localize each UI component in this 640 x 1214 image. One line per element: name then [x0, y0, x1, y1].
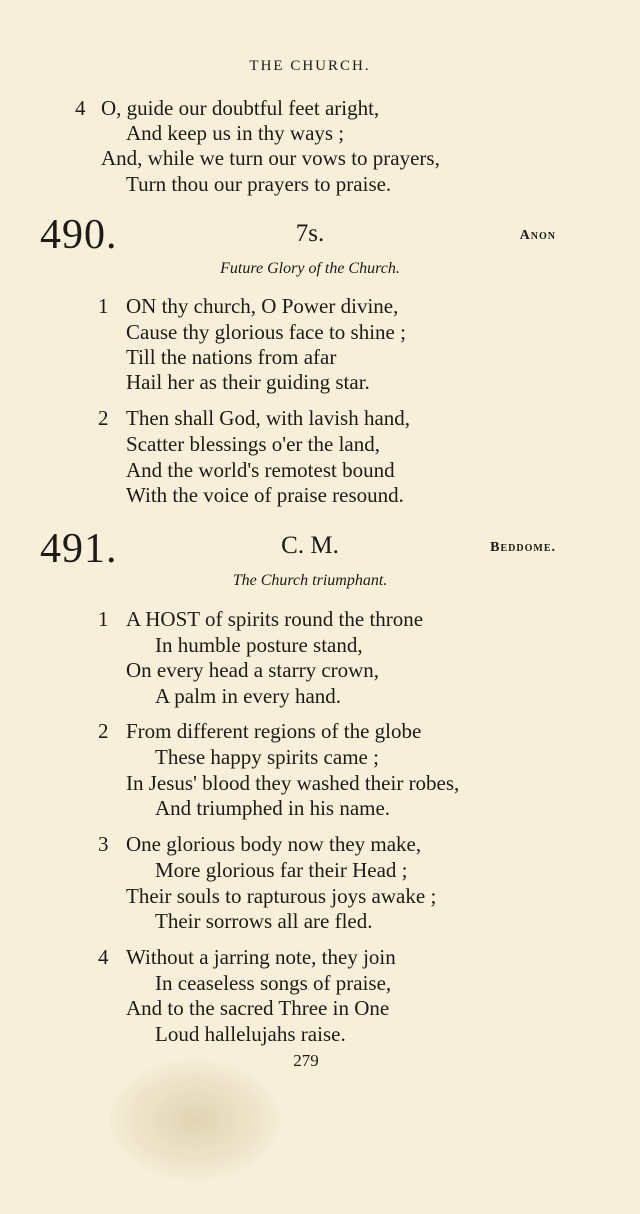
verse-line: Turn thou our prayers to praise.: [126, 172, 392, 196]
verse-line: Without a jarring note, they join: [126, 945, 396, 969]
verse-line: And the world's remotest bound: [126, 458, 395, 482]
verse-line: These happy spirits came ;: [155, 745, 379, 769]
paper-stain: [110, 1060, 280, 1180]
stanza-number: 1: [98, 607, 109, 631]
verse-line: On every head a starry crown,: [126, 658, 380, 682]
verse-line: Their souls to rapturous joys awake ;: [126, 884, 437, 908]
verse-line: And, while we turn our vows to prayers,: [101, 146, 440, 170]
stanza-number: 2: [98, 719, 109, 743]
verse-line: More glorious far their Head ;: [155, 858, 408, 882]
verse-line: From different regions of the globe: [126, 719, 422, 743]
verse-line: Then shall God, with lavish hand,: [126, 406, 411, 430]
verse-line: With the voice of praise resound.: [126, 483, 404, 507]
verse-line: A HOST of spirits round the throne: [126, 607, 424, 631]
verse-line: And triumphed in his name.: [155, 796, 391, 820]
hymn-meter: C. M.: [281, 532, 339, 559]
verse-line: One glorious body now they make,: [126, 832, 422, 856]
verse-line: In humble posture stand,: [155, 633, 363, 657]
hymn-title: The Church triumphant.: [232, 572, 388, 589]
stanza-number: 2: [98, 406, 109, 430]
verse-line: And keep us in thy ways ;: [126, 121, 345, 145]
hymn-author: Anon: [519, 228, 556, 243]
stanza-number: 4: [98, 945, 109, 969]
hymn-title: Future Glory of the Church.: [220, 260, 400, 277]
verse-line: Till the nations from afar: [126, 345, 337, 369]
verse-line: ON thy church, O Power divine,: [126, 294, 399, 318]
hymn-meter: 7s.: [295, 220, 325, 247]
hymn-author: Beddome.: [490, 540, 556, 555]
verse-line: In Jesus' blood they washed their robes,: [126, 771, 460, 795]
verse-line: And to the sacred Three in One: [126, 996, 390, 1020]
hymn-number: 490.: [40, 212, 118, 258]
stanza-number: 4: [75, 96, 86, 120]
verse-line: Hail her as their guiding star.: [126, 370, 370, 394]
verse-line: In ceaseless songs of praise,: [155, 971, 392, 995]
hymn-number: 491.: [40, 526, 118, 572]
page-number: 279: [293, 1051, 319, 1070]
verse-line: Their sorrows all are fled.: [155, 909, 373, 933]
verse-line: O, guide our doubtful feet aright,: [101, 96, 380, 120]
verse-line: A palm in every hand.: [155, 684, 342, 708]
verse-line: Cause thy glorious face to shine ;: [126, 320, 406, 344]
running-head: THE CHURCH.: [249, 58, 371, 74]
stanza-number: 1: [98, 294, 109, 318]
stanza-number: 3: [98, 832, 109, 856]
verse-line: Scatter blessings o'er the land,: [126, 432, 380, 456]
verse-line: Loud hallelujahs raise.: [155, 1022, 346, 1046]
